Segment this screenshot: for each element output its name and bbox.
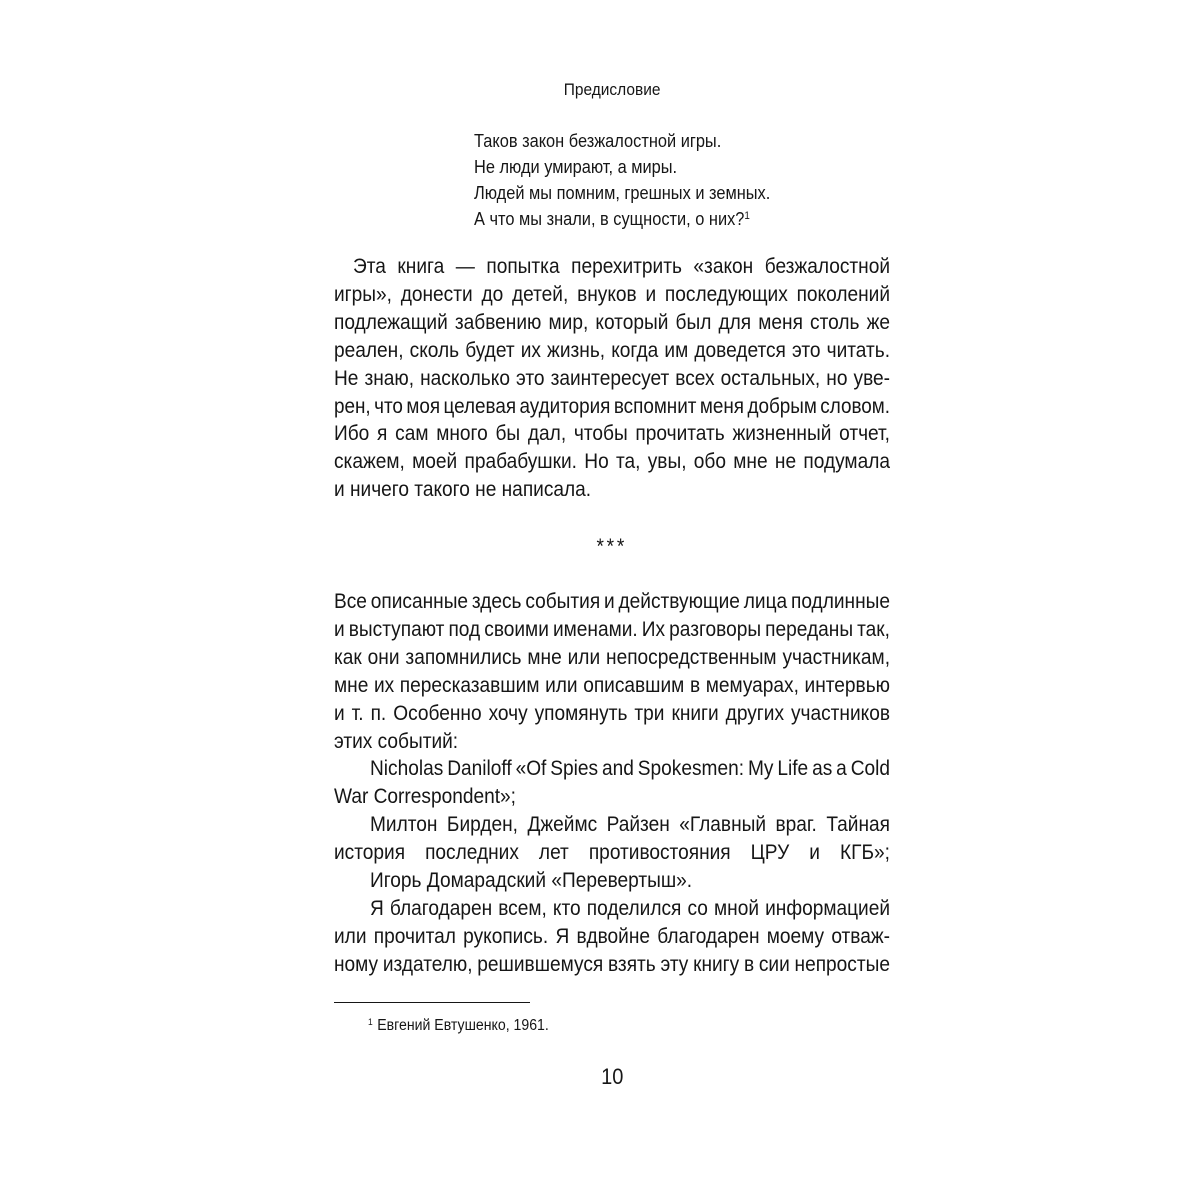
text-line <box>334 337 890 365</box>
separator-text: *** <box>596 535 628 558</box>
text-line <box>334 728 890 756</box>
text-line <box>334 393 890 421</box>
page-number-text: 10 <box>600 1064 624 1089</box>
text-section <box>334 588 890 979</box>
line-text: или прочитал рукопись. Я вдвойне благодарен моему отваж- <box>334 924 891 948</box>
footnote-marker: 1 <box>368 1016 373 1027</box>
line-text: War Correspondent»; <box>334 785 516 809</box>
line-text: подлежащий забвению мир, который был для меня столь же <box>334 310 891 334</box>
footnote-reference: 1 <box>744 210 750 223</box>
epigraph-line-text: Таков закон безжалостной игры. <box>474 131 722 151</box>
text-line <box>334 951 890 979</box>
footnote-content <box>368 1017 549 1035</box>
text-line <box>353 253 890 281</box>
line-text: Ибо я сам много бы дал, чтобы прочитать жизненный отчет, <box>334 422 890 446</box>
footnote <box>368 1017 788 1035</box>
epigraph-line-words: А что мы знали, в сущности, о них? <box>474 209 745 229</box>
text-line <box>370 811 890 839</box>
line-text: Эта книга — попытка перехитрить «закон безжалостной <box>353 255 890 278</box>
line-text: Игорь Домарадский «Перевертыш». <box>370 869 693 893</box>
text-line <box>370 755 890 783</box>
text-line <box>334 644 890 672</box>
line-text: реален, сколь будет их жизнь, когда им доведется это читать. <box>334 338 891 362</box>
line-text: история последних лет противостояния ЦРУ и КГБ»; <box>334 841 890 865</box>
text-line <box>334 672 890 700</box>
line-text: мне их пересказавшим или описавшим в мемуарах, интервью <box>334 673 891 697</box>
paragraph <box>334 755 890 811</box>
paragraph <box>334 867 890 895</box>
paragraph <box>334 588 890 755</box>
page-number <box>334 1064 890 1090</box>
text-line <box>334 309 890 337</box>
line-text: и ничего такого не написала. <box>334 478 592 502</box>
epigraph-line-text: Людей мы помним, грешных и земных. <box>474 183 771 203</box>
line-text: игры», донести до детей, внуков и последующих поколений <box>334 282 891 306</box>
separator-line <box>334 533 890 561</box>
footnote-rule <box>334 1002 530 1003</box>
header-line <box>334 80 890 100</box>
text-line <box>334 700 890 728</box>
epigraph-line-text: Не люди умирают, а миры. <box>474 157 678 177</box>
line-text: Не знаю, насколько это заинтересует всех остальных, но уве- <box>334 366 891 390</box>
text-line <box>334 420 890 448</box>
text-line <box>334 448 890 476</box>
line-text: Все описанные здесь события и действующие лица подлинные <box>334 590 890 613</box>
text-line <box>370 895 890 923</box>
text-line <box>334 783 890 811</box>
text-line <box>334 839 890 867</box>
text-line <box>334 365 890 393</box>
line-text: ному издателю, решившемуся взять эту книгу в сии непростые <box>334 952 890 976</box>
line-text: Nicholas Daniloff «Of Spies and Spokesmen: My Life as a Cold <box>370 757 891 781</box>
line-text: как они запомнились мне или непосредственным участникам, <box>334 645 891 669</box>
paragraph <box>334 811 890 867</box>
epigraph-line <box>474 206 894 232</box>
footnote-text: Евгений Евтушенко, 1961. <box>377 1017 549 1034</box>
header-title: Предисловие <box>563 80 661 99</box>
page-number-line <box>334 1064 890 1090</box>
paragraph <box>334 253 890 504</box>
line-text: и выступают под своими именами. Их разговоры переданы так, <box>334 617 890 641</box>
line-text: Милтон Бирден, Джеймс Райзен «Главный враг. Тайная <box>370 813 890 837</box>
paragraph <box>334 895 890 979</box>
epigraph-line <box>474 154 894 180</box>
epigraph-line <box>474 128 894 154</box>
text-line <box>370 867 890 895</box>
line-text: Я благодарен всем, кто поделился со мной информацией <box>370 896 891 920</box>
section-separator <box>334 533 890 561</box>
epigraph-line-text <box>474 206 750 232</box>
text-line <box>334 588 890 616</box>
text-line <box>334 476 890 504</box>
running-header <box>334 80 890 100</box>
line-text: рен, что моя целевая аудитория вспомнит меня добрым словом. <box>334 394 891 418</box>
line-text: и т. п. Особенно хочу упомянуть три книги других участников <box>334 701 891 725</box>
epigraph <box>474 128 894 232</box>
text-line <box>334 616 890 644</box>
footnote-line <box>368 1017 788 1035</box>
line-text: этих событий: <box>334 729 459 753</box>
text-line <box>334 923 890 951</box>
text-line <box>334 281 890 309</box>
epigraph-line <box>474 180 894 206</box>
line-text: скажем, моей прабабушки. Но та, увы, обо мне не подумала <box>334 450 890 474</box>
